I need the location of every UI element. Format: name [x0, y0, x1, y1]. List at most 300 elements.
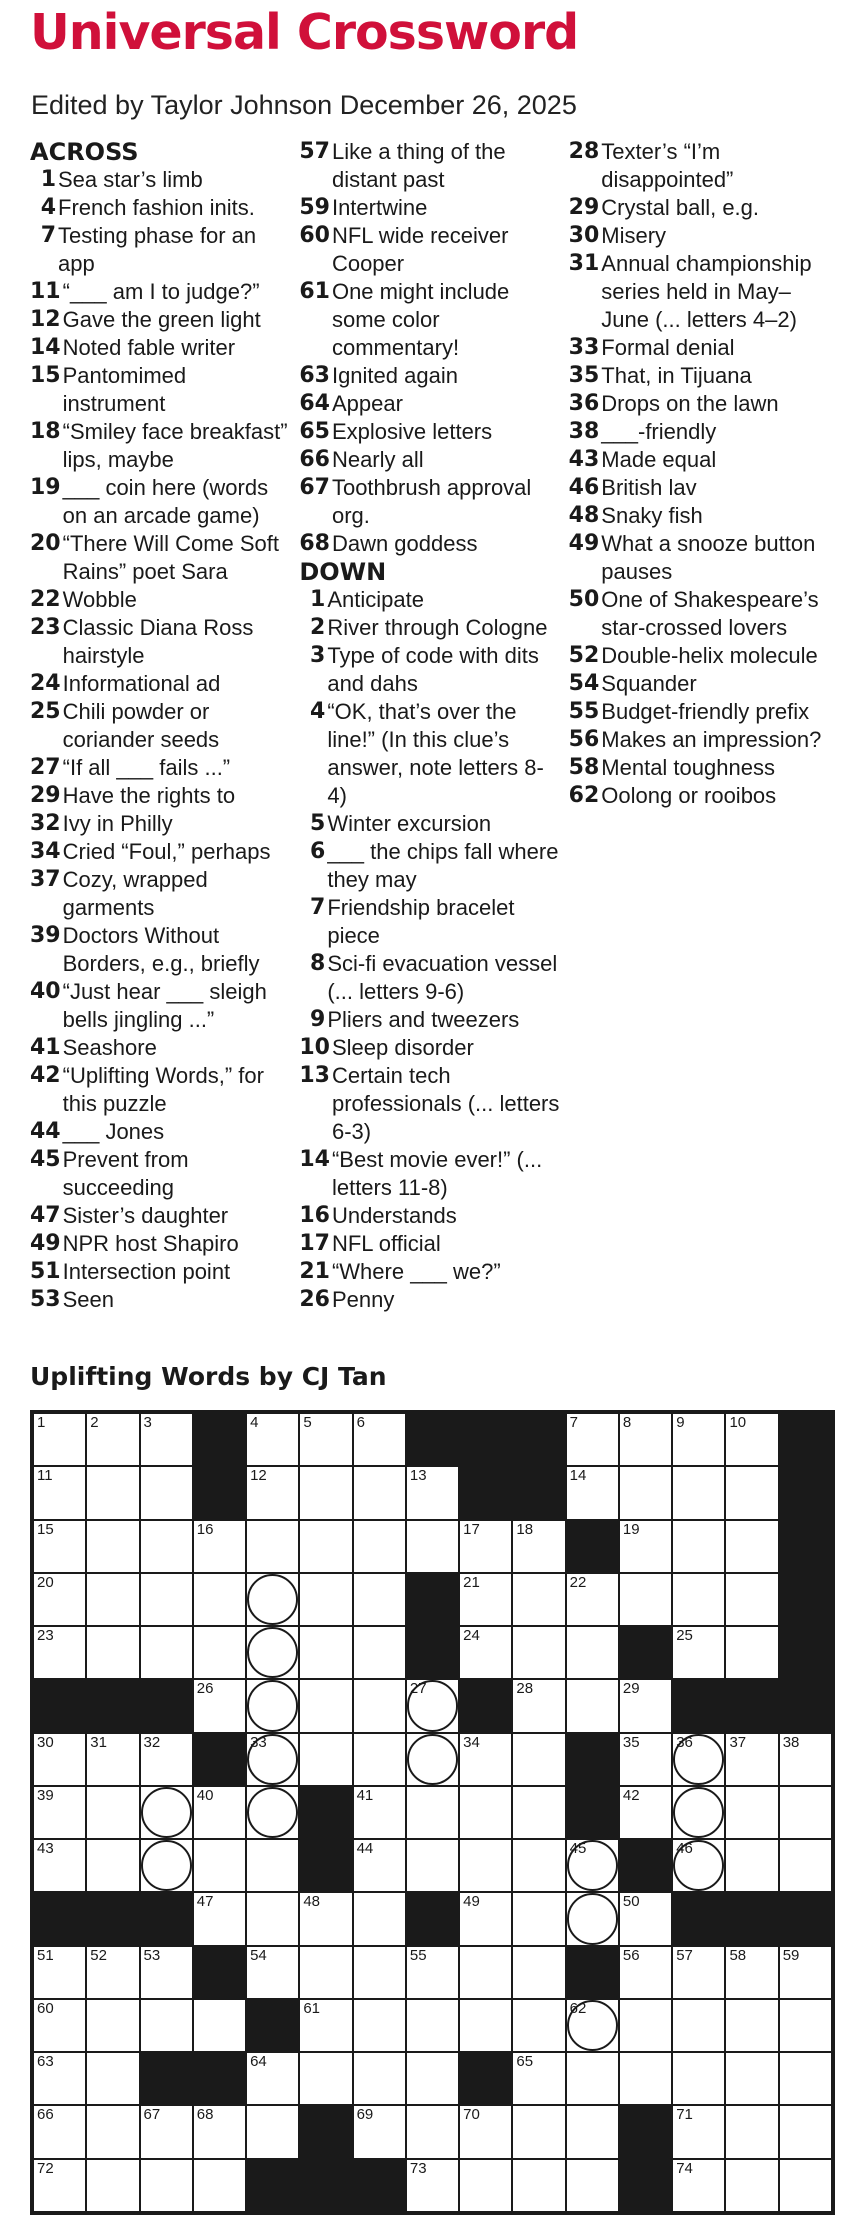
- grid-square[interactable]: [459, 2105, 512, 2158]
- grid-square[interactable]: [672, 1999, 725, 2052]
- grid-square[interactable]: [299, 1892, 352, 1945]
- grid-square[interactable]: [246, 1626, 299, 1679]
- clue-text: Texter’s “I’m disappointed”: [601, 139, 734, 192]
- grid-square[interactable]: [193, 1892, 246, 1945]
- grid-square[interactable]: [619, 1999, 672, 2052]
- grid-square[interactable]: [725, 1466, 778, 1519]
- clue-text: French fashion inits.: [58, 195, 255, 220]
- grid-square[interactable]: [725, 1786, 778, 1839]
- grid-square[interactable]: [193, 1626, 246, 1679]
- grid-square[interactable]: [246, 1413, 299, 1466]
- grid-square[interactable]: [619, 1679, 672, 1732]
- grid-square[interactable]: [672, 2105, 725, 2158]
- down-clue-9[interactable]: [299, 1006, 560, 1034]
- across-clue-20[interactable]: [30, 530, 291, 586]
- grid-square[interactable]: [33, 1946, 86, 1999]
- grid-square[interactable]: [459, 1999, 512, 2052]
- down-clue-33[interactable]: [569, 334, 830, 362]
- down-clue-55[interactable]: [569, 698, 830, 726]
- clue-number: 38: [568, 419, 600, 444]
- across-clue-19[interactable]: [30, 474, 291, 530]
- down-clue-43[interactable]: [569, 446, 830, 474]
- down-clue-1[interactable]: [299, 586, 560, 614]
- clue-number: 17: [299, 1231, 330, 1256]
- down-clue-29[interactable]: [569, 194, 830, 222]
- block-square: [406, 1573, 459, 1626]
- down-clue-38[interactable]: [569, 418, 830, 446]
- grid-square[interactable]: [566, 1839, 619, 1892]
- grid-square[interactable]: [86, 1946, 139, 1999]
- grid-square[interactable]: [619, 1786, 672, 1839]
- grid-square[interactable]: [512, 2159, 565, 2212]
- down-clue-30[interactable]: [569, 222, 830, 250]
- grid-square[interactable]: [140, 1733, 193, 1786]
- grid-square[interactable]: [779, 1946, 832, 1999]
- grid-square[interactable]: [406, 1839, 459, 1892]
- across-clue-14[interactable]: [30, 334, 291, 362]
- grid-square[interactable]: [33, 1786, 86, 1839]
- square-number: 5: [303, 1414, 312, 1431]
- grid-square[interactable]: [299, 1946, 352, 1999]
- across-clue-29[interactable]: [30, 782, 291, 810]
- square-number: 23: [37, 1627, 54, 1645]
- down-clue-58[interactable]: [569, 754, 830, 782]
- grid-square[interactable]: [725, 1946, 778, 1999]
- grid-square[interactable]: [566, 1573, 619, 1626]
- grid-square[interactable]: [140, 1573, 193, 1626]
- grid-square[interactable]: [33, 2159, 86, 2212]
- block-square: [353, 2159, 406, 2212]
- grid-square[interactable]: [512, 1786, 565, 1839]
- clue-number: 3: [310, 643, 326, 668]
- grid-square[interactable]: [140, 2159, 193, 2212]
- grid-square[interactable]: [246, 1466, 299, 1519]
- grid-square[interactable]: [672, 1520, 725, 1573]
- clue-number: 19: [30, 475, 61, 500]
- grid-square[interactable]: [193, 1839, 246, 1892]
- across-clue-67[interactable]: [299, 474, 560, 530]
- clue-number: 44: [30, 1119, 61, 1144]
- grid-square[interactable]: [725, 2105, 778, 2158]
- grid-square[interactable]: [406, 2159, 459, 2212]
- grid-square[interactable]: [299, 1413, 352, 1466]
- grid-square[interactable]: [459, 2159, 512, 2212]
- grid-square[interactable]: [619, 1892, 672, 1945]
- grid-square[interactable]: [725, 1733, 778, 1786]
- down-clue-28[interactable]: [569, 138, 830, 194]
- grid-square[interactable]: [86, 2105, 139, 2158]
- across-clue-61[interactable]: [299, 278, 560, 362]
- grid-square[interactable]: [86, 1999, 139, 2052]
- grid-square[interactable]: [406, 1679, 459, 1732]
- down-clue-52[interactable]: [569, 642, 830, 670]
- across-clue-63[interactable]: [299, 362, 560, 390]
- down-clue-4[interactable]: [299, 698, 560, 810]
- grid-square[interactable]: [33, 2105, 86, 2158]
- grid-square[interactable]: [353, 1946, 406, 1999]
- grid-square[interactable]: [406, 2052, 459, 2105]
- down-clue-50[interactable]: [569, 586, 830, 642]
- grid-square[interactable]: [193, 1999, 246, 2052]
- grid-square[interactable]: [459, 1946, 512, 1999]
- across-clue-42[interactable]: [30, 1062, 291, 1118]
- grid-square[interactable]: [406, 2105, 459, 2158]
- across-clue-44[interactable]: [30, 1118, 291, 1146]
- grid-square[interactable]: [140, 1946, 193, 1999]
- across-clue-64[interactable]: [299, 390, 560, 418]
- grid-square[interactable]: [246, 1679, 299, 1732]
- down-clue-14[interactable]: [299, 1146, 560, 1202]
- grid-square[interactable]: [512, 1679, 565, 1732]
- grid-square[interactable]: [33, 1466, 86, 1519]
- clue-number: 40: [30, 979, 61, 1004]
- grid-square[interactable]: [779, 1839, 832, 1892]
- down-clue-17[interactable]: [299, 1230, 560, 1258]
- across-clue-41[interactable]: [30, 1034, 291, 1062]
- grid-square[interactable]: [246, 1733, 299, 1786]
- grid-square[interactable]: [299, 1573, 352, 1626]
- across-clue-1[interactable]: [30, 166, 291, 194]
- block-square: [459, 1679, 512, 1732]
- down-clue-26[interactable]: [299, 1286, 560, 1314]
- grid-square[interactable]: [246, 1892, 299, 1945]
- grid-square[interactable]: [566, 1892, 619, 1945]
- grid-square[interactable]: [619, 1520, 672, 1573]
- clue-number: 48: [568, 503, 600, 528]
- block-square: [779, 1679, 832, 1732]
- square-number: 21: [463, 1573, 480, 1591]
- grid-square[interactable]: [86, 1626, 139, 1679]
- clue-text: Classic Diana Ross hairstyle: [62, 615, 254, 668]
- grid-square[interactable]: [672, 2159, 725, 2212]
- grid-square[interactable]: [459, 1786, 512, 1839]
- clue-text: Have the rights to: [62, 783, 236, 808]
- grid-square[interactable]: [353, 1626, 406, 1679]
- grid-square[interactable]: [512, 1626, 565, 1679]
- grid-square[interactable]: [619, 1466, 672, 1519]
- grid-square[interactable]: [140, 1786, 193, 1839]
- clue-text: Crystal ball, e.g.: [601, 195, 760, 220]
- grid-square[interactable]: [246, 1573, 299, 1626]
- grid-square[interactable]: [779, 2052, 832, 2105]
- grid-square[interactable]: [86, 2159, 139, 2212]
- down-clue-3[interactable]: [299, 642, 560, 698]
- grid-square[interactable]: [353, 1413, 406, 1466]
- grid-square[interactable]: [725, 1573, 778, 1626]
- grid-square[interactable]: [33, 1839, 86, 1892]
- grid-square[interactable]: [140, 1466, 193, 1519]
- clue-number: 2: [310, 615, 326, 640]
- across-clue-60[interactable]: [299, 222, 560, 278]
- across-clue-11[interactable]: [30, 278, 291, 306]
- grid-square[interactable]: [86, 1573, 139, 1626]
- grid-square[interactable]: [619, 1573, 672, 1626]
- across-clue-23[interactable]: [30, 614, 291, 670]
- block-square: [193, 1733, 246, 1786]
- grid-square[interactable]: [566, 2052, 619, 2105]
- across-clue-22[interactable]: [30, 586, 291, 614]
- down-clue-16[interactable]: [299, 1202, 560, 1230]
- grid-square[interactable]: [193, 1786, 246, 1839]
- grid-square[interactable]: [353, 2105, 406, 2158]
- down-clue-36[interactable]: [569, 390, 830, 418]
- across-clue-68[interactable]: [299, 530, 560, 558]
- across-clue-4[interactable]: [30, 194, 291, 222]
- grid-square[interactable]: [86, 1733, 139, 1786]
- grid-square[interactable]: [566, 1466, 619, 1519]
- clue-text: Testing phase for an app: [58, 223, 257, 276]
- grid-square[interactable]: [86, 2052, 139, 2105]
- grid-square[interactable]: [672, 1573, 725, 1626]
- grid-square[interactable]: [779, 1733, 832, 1786]
- grid-square[interactable]: [672, 1733, 725, 1786]
- grid-square[interactable]: [246, 1946, 299, 1999]
- grid-square[interactable]: [299, 1999, 352, 2052]
- block-square: [140, 1892, 193, 1945]
- clue-number: 9: [310, 1007, 326, 1032]
- across-clue-25[interactable]: [30, 698, 291, 754]
- grid-square[interactable]: [86, 1466, 139, 1519]
- clue-text: NFL official: [331, 1231, 441, 1256]
- grid-square[interactable]: [140, 1999, 193, 2052]
- down-clue-2[interactable]: [299, 614, 560, 642]
- grid-square[interactable]: [619, 1413, 672, 1466]
- down-clue-21[interactable]: [299, 1258, 560, 1286]
- grid-square[interactable]: [193, 2159, 246, 2212]
- grid-square[interactable]: [353, 1786, 406, 1839]
- block-square: [725, 1892, 778, 1945]
- across-clue-27[interactable]: [30, 754, 291, 782]
- grid-square[interactable]: [725, 1626, 778, 1679]
- across-clue-59[interactable]: [299, 194, 560, 222]
- block-square: [725, 1679, 778, 1732]
- grid-square[interactable]: [512, 1999, 565, 2052]
- grid-square[interactable]: [619, 2052, 672, 2105]
- grid-square[interactable]: [299, 1626, 352, 1679]
- grid-square[interactable]: [353, 1466, 406, 1519]
- grid-square[interactable]: [246, 1786, 299, 1839]
- clue-text: Makes an impression?: [601, 727, 822, 752]
- square-number: 48: [303, 1893, 321, 1911]
- grid-square[interactable]: [672, 1786, 725, 1839]
- clue-text: Misery: [601, 223, 667, 248]
- across-clue-66[interactable]: [299, 446, 560, 474]
- across-clue-12[interactable]: [30, 306, 291, 334]
- down-clue-7[interactable]: [299, 894, 560, 950]
- across-clue-15[interactable]: [30, 362, 291, 418]
- grid-square[interactable]: [86, 1520, 139, 1573]
- grid-square[interactable]: [406, 1466, 459, 1519]
- grid-square[interactable]: [140, 1413, 193, 1466]
- grid-square[interactable]: [459, 1626, 512, 1679]
- across-clue-7[interactable]: [30, 222, 291, 278]
- grid-square[interactable]: [619, 1946, 672, 1999]
- square-number: 64: [250, 2053, 267, 2071]
- grid-square[interactable]: [566, 2105, 619, 2158]
- grid-square[interactable]: [353, 1520, 406, 1573]
- down-clue-31[interactable]: [569, 250, 830, 334]
- grid-square[interactable]: [140, 1626, 193, 1679]
- down-clue-54[interactable]: [569, 670, 830, 698]
- grid-square[interactable]: [353, 2052, 406, 2105]
- grid-square[interactable]: [566, 1999, 619, 2052]
- clue-number: 35: [568, 363, 600, 388]
- grid-square[interactable]: [33, 2052, 86, 2105]
- grid-square[interactable]: [672, 1946, 725, 1999]
- grid-square[interactable]: [459, 1892, 512, 1945]
- down-clue-62[interactable]: [569, 782, 830, 810]
- down-clue-48[interactable]: [569, 502, 830, 530]
- square-number: 13: [409, 1467, 427, 1485]
- grid-square[interactable]: [86, 1786, 139, 1839]
- grid-square[interactable]: [353, 1573, 406, 1626]
- grid-square[interactable]: [566, 1413, 619, 1466]
- grid-square[interactable]: [140, 2105, 193, 2158]
- grid-square[interactable]: [353, 1679, 406, 1732]
- grid-square[interactable]: [246, 1839, 299, 1892]
- square-number: 68: [196, 2106, 214, 2124]
- grid-square[interactable]: [299, 1520, 352, 1573]
- clue-text: Sea star’s limb: [58, 167, 203, 192]
- across-clue-24[interactable]: [30, 670, 291, 698]
- grid-square[interactable]: [779, 1786, 832, 1839]
- clue-text: Winter excursion: [327, 811, 492, 836]
- grid-square[interactable]: [406, 1946, 459, 1999]
- grid-square[interactable]: [353, 1839, 406, 1892]
- down-clue-8[interactable]: [299, 950, 560, 1006]
- square-number: 42: [622, 1786, 640, 1804]
- clue-number: 14: [299, 1147, 330, 1172]
- grid-square[interactable]: [246, 1520, 299, 1573]
- clue-text: “OK, that’s over the line!” (In this clue’s answer, note letters 8-4): [327, 699, 544, 808]
- grid-square[interactable]: [672, 2052, 725, 2105]
- grid-square[interactable]: [406, 1733, 459, 1786]
- grid-square[interactable]: [512, 1946, 565, 1999]
- grid-square[interactable]: [459, 1573, 512, 1626]
- across-clue-39[interactable]: [30, 922, 291, 978]
- grid-square[interactable]: [725, 1520, 778, 1573]
- down-clue-13[interactable]: [299, 1062, 560, 1146]
- square-number: 33: [250, 1733, 267, 1751]
- grid-square[interactable]: [512, 1520, 565, 1573]
- grid-square[interactable]: [459, 1733, 512, 1786]
- grid-square[interactable]: [512, 2105, 565, 2158]
- grid-square[interactable]: [725, 2159, 778, 2212]
- grid-square[interactable]: [512, 1892, 565, 1945]
- grid-square[interactable]: [672, 1466, 725, 1519]
- grid-square[interactable]: [725, 1839, 778, 1892]
- grid-square[interactable]: [140, 1839, 193, 1892]
- grid-square[interactable]: [725, 1413, 778, 1466]
- block-square: [459, 2052, 512, 2105]
- down-clue-49[interactable]: [569, 530, 830, 586]
- grid-square[interactable]: [33, 1413, 86, 1466]
- grid-square[interactable]: [672, 1839, 725, 1892]
- grid-square[interactable]: [193, 1520, 246, 1573]
- across-clue-32[interactable]: [30, 810, 291, 838]
- down-clue-56[interactable]: [569, 726, 830, 754]
- grid-square[interactable]: [512, 2052, 565, 2105]
- grid-square[interactable]: [406, 1786, 459, 1839]
- grid-square[interactable]: [459, 1839, 512, 1892]
- grid-square[interactable]: [193, 1679, 246, 1732]
- across-clue-53[interactable]: [30, 1286, 291, 1314]
- square-number: 16: [196, 1520, 214, 1538]
- across-clue-45[interactable]: [30, 1146, 291, 1202]
- clue-text: Nearly all: [331, 447, 424, 472]
- grid-square[interactable]: [140, 1520, 193, 1573]
- grid-square[interactable]: [246, 2052, 299, 2105]
- grid-square[interactable]: [725, 1999, 778, 2052]
- grid-square[interactable]: [193, 1573, 246, 1626]
- down-clue-35[interactable]: [569, 362, 830, 390]
- grid-square[interactable]: [193, 2105, 246, 2158]
- grid-square[interactable]: [33, 1626, 86, 1679]
- across-clue-49[interactable]: [30, 1230, 291, 1258]
- grid-square[interactable]: [406, 1520, 459, 1573]
- grid-square[interactable]: [459, 1520, 512, 1573]
- grid-square[interactable]: [566, 1626, 619, 1679]
- down-clue-10[interactable]: [299, 1034, 560, 1062]
- grid-square[interactable]: [512, 1839, 565, 1892]
- grid-square[interactable]: [512, 1573, 565, 1626]
- grid-square[interactable]: [33, 1999, 86, 2052]
- grid-square[interactable]: [406, 1999, 459, 2052]
- grid-square[interactable]: [725, 2052, 778, 2105]
- grid-square[interactable]: [299, 1466, 352, 1519]
- grid-square[interactable]: [566, 2159, 619, 2212]
- grid-square[interactable]: [566, 1679, 619, 1732]
- across-clue-40[interactable]: [30, 978, 291, 1034]
- grid-square[interactable]: [33, 1573, 86, 1626]
- grid-square[interactable]: [779, 1999, 832, 2052]
- grid-square[interactable]: [779, 2105, 832, 2158]
- across-clue-34[interactable]: [30, 838, 291, 866]
- grid-square[interactable]: [86, 1839, 139, 1892]
- clue-number: 6: [310, 839, 326, 864]
- across-clue-57[interactable]: [299, 138, 560, 194]
- grid-square[interactable]: [299, 1679, 352, 1732]
- grid-square[interactable]: [86, 1413, 139, 1466]
- grid-square[interactable]: [779, 2159, 832, 2212]
- across-clue-37[interactable]: [30, 866, 291, 922]
- grid-square[interactable]: [33, 1733, 86, 1786]
- grid-square[interactable]: [672, 1626, 725, 1679]
- square-number: 47: [196, 1893, 214, 1911]
- grid-square[interactable]: [299, 1733, 352, 1786]
- grid-square[interactable]: [672, 1413, 725, 1466]
- grid-square[interactable]: [299, 2052, 352, 2105]
- grid-square[interactable]: [353, 1733, 406, 1786]
- grid-square[interactable]: [353, 1892, 406, 1945]
- grid-square[interactable]: [246, 2105, 299, 2158]
- clue-text: NFL wide receiver Cooper: [331, 223, 509, 276]
- square-number: 18: [516, 1520, 534, 1538]
- grid-square[interactable]: [619, 1733, 672, 1786]
- grid-square[interactable]: [33, 1520, 86, 1573]
- grid-square[interactable]: [512, 1733, 565, 1786]
- down-clue-6[interactable]: [299, 838, 560, 894]
- across-clue-51[interactable]: [30, 1258, 291, 1286]
- square-number: 17: [463, 1520, 480, 1538]
- across-clue-18[interactable]: [30, 418, 291, 474]
- across-clue-47[interactable]: [30, 1202, 291, 1230]
- across-clue-65[interactable]: [299, 418, 560, 446]
- down-clue-46[interactable]: [569, 474, 830, 502]
- down-clue-5[interactable]: [299, 810, 560, 838]
- grid-square[interactable]: [353, 1999, 406, 2052]
- clue-text: Gave the green light: [62, 307, 261, 332]
